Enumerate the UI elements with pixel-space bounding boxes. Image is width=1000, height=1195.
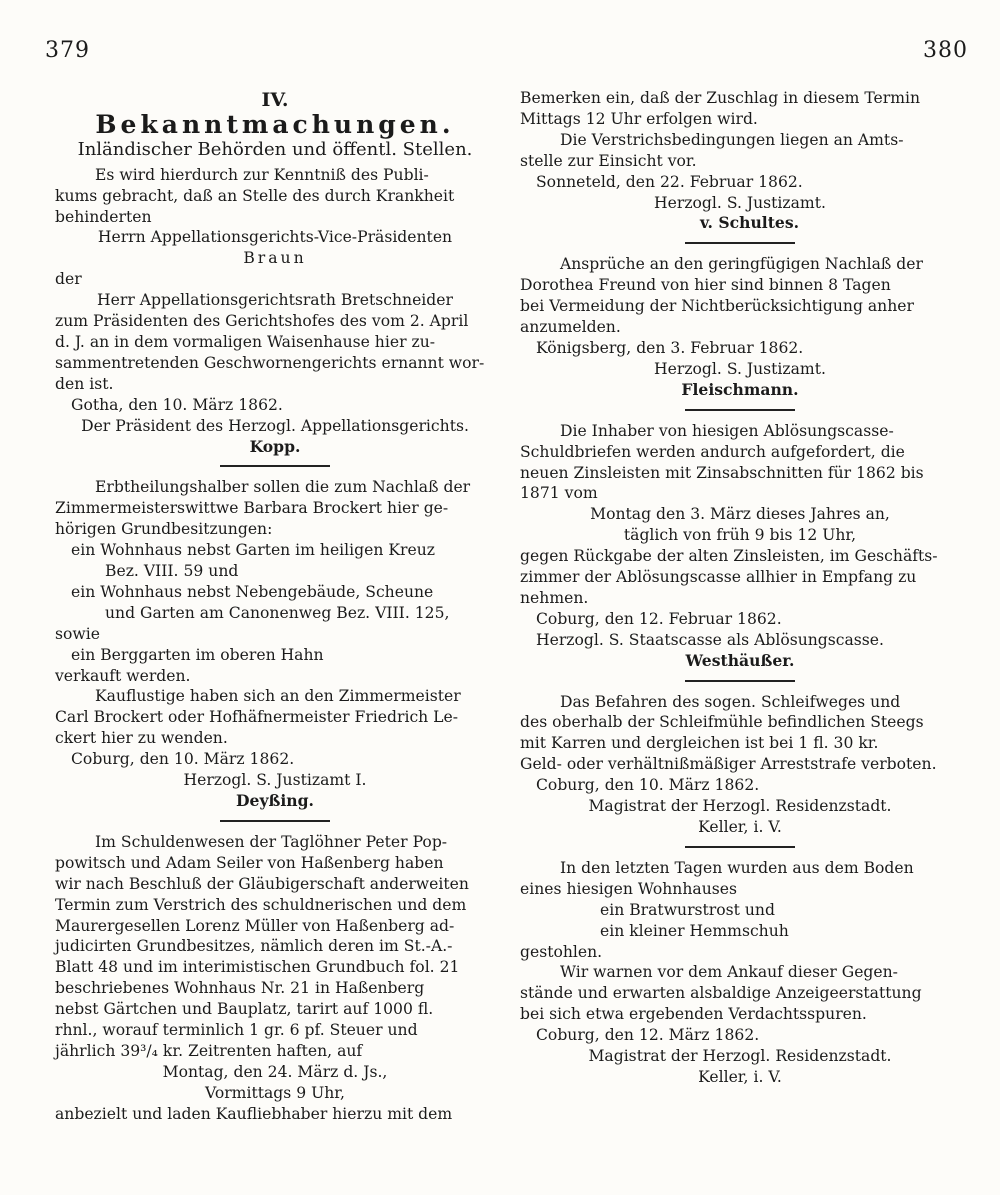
- signature: Keller, i. V.: [698, 1067, 782, 1086]
- place-date: Sonneteld, den 22. Februar 1862.: [536, 172, 803, 191]
- notice-inheritance-sale: [55, 477, 495, 812]
- separator-rule: [685, 680, 795, 682]
- notice-line: Bemerken ein, daß der Zuschlag in diesem Termin: [520, 89, 921, 107]
- notice-line: gegen Rückgabe der alten Zinsleisten, im Geschäfts-: [520, 547, 938, 566]
- notice-line: rhnl., worauf terminlich 1 gr. 6 pf. Steuer und: [55, 1021, 418, 1040]
- notice-line: ein kleiner Hemmschuh: [600, 921, 789, 940]
- separator-rule: [220, 820, 330, 822]
- notice-line: des oberhalb der Schleifmühle befindlichen Steegs: [520, 713, 924, 732]
- notice-line: nebst Gärtchen und Bauplatz, tarirt auf 1000 fl.: [55, 1000, 434, 1019]
- place-date: Gotha, den 10. März 1862.: [71, 395, 283, 414]
- notice-line: Schuldbriefen werden andurch aufgefordert, die: [520, 442, 905, 461]
- notice-line: ckert hier zu wenden.: [55, 729, 228, 748]
- section-number: IV.: [261, 89, 289, 111]
- notice-road-closure: [520, 692, 960, 838]
- notice-line: den ist.: [55, 374, 114, 393]
- separator-rule: [685, 242, 795, 244]
- notice-line: Dorothea Freund von hier sind binnen 8 Tagen: [520, 276, 891, 295]
- notice-line: ein Wohnhaus nebst Garten im heiligen Kreuz: [71, 541, 435, 560]
- notice-line: Carl Brockert oder Hofhäfnermeister Friedrich Le-: [55, 708, 459, 727]
- right-column: [520, 88, 960, 1088]
- notice-line: Vormittags 9 Uhr,: [205, 1083, 345, 1102]
- issuing-authority: Herzogl. S. Justizamt.: [654, 359, 826, 378]
- issuing-authority: Magistrat der Herzogl. Residenzstadt.: [588, 1047, 892, 1066]
- notice-line: Kauflustige haben sich an den Zimmermeister: [95, 687, 461, 706]
- issuing-authority: Herzogl. S. Justizamt.: [654, 193, 826, 212]
- notice-line: sammentretenden Geschwornengerichts ernannt wor-: [55, 353, 485, 372]
- notice-debt-proceedings: [55, 832, 495, 1125]
- notice-line: 1871 vom: [520, 484, 598, 503]
- notice-line: sowie: [55, 624, 100, 643]
- notice-line: neuen Zinsleisten mit Zinsabschnitten für 1862 bis: [520, 463, 924, 482]
- notice-line: Termin zum Verstrich des schuldnerischen und dem: [55, 895, 467, 914]
- notice-line: Es wird hierdurch zur Kenntniß des Publi-: [95, 165, 429, 184]
- notice-line: bei sich etwa ergebenden Verdachtsspuren.: [520, 1005, 867, 1024]
- place-date: Coburg, den 10. März 1862.: [536, 776, 760, 795]
- notice-line: stelle zur Einsicht vor.: [520, 151, 697, 170]
- signature: Deyßing.: [236, 791, 314, 810]
- notice-line: zum Präsidenten des Gerichtshofes des vom 2. April: [55, 312, 469, 331]
- notice-line: ein Bratwurstrost und: [600, 900, 775, 919]
- signature: v. Schultes.: [700, 213, 800, 233]
- signature: Westhäußer.: [685, 650, 795, 670]
- notice-line: Braun: [243, 249, 307, 268]
- notice-line: hörigen Grundbesitzungen:: [55, 520, 273, 539]
- issuing-authority: Herzogl. S. Staatscasse als Ablösungscasse.: [536, 630, 884, 649]
- notice-estate-claims: [520, 254, 960, 400]
- notice-line: Montag, den 24. März d. Js.,: [162, 1062, 388, 1081]
- signature: Fleischmann.: [681, 379, 799, 399]
- place-date: Coburg, den 10. März 1862.: [71, 750, 295, 769]
- notice-line: der: [55, 270, 82, 289]
- place-date: Coburg, den 12. März 1862.: [536, 1026, 760, 1045]
- notice-theft: [520, 858, 960, 1088]
- notice-line: Bez. VIII. 59 und: [105, 562, 239, 581]
- notice-interest-coupons: [520, 421, 960, 672]
- notice-line: täglich von früh 9 bis 12 Uhr,: [623, 526, 857, 545]
- place-date: Coburg, den 12. Februar 1862.: [536, 609, 782, 628]
- issuing-authority: Magistrat der Herzogl. Residenzstadt.: [588, 797, 892, 816]
- notice-line: Erbtheilungshalber sollen die zum Nachlaß der: [95, 478, 471, 497]
- notice-line: anzumelden.: [520, 318, 621, 337]
- notice-line: Das Befahren des sogen. Schleifweges und: [560, 692, 901, 711]
- notice-line: powitsch und Adam Seiler von Haßenberg haben: [55, 853, 444, 872]
- notice-line: bei Vermeidung der Nichtberücksichtigung anher: [520, 297, 914, 316]
- notice-line: und Garten am Canonenweg Bez. VIII. 125,: [105, 603, 450, 622]
- notice-line: Herr Appellationsgerichtsrath Bretschneider: [97, 291, 453, 310]
- notice-line: d. J. an in dem vormaligen Waisenhause hier zu-: [55, 332, 436, 351]
- separator-rule: [685, 846, 795, 848]
- signature: Keller, i. V.: [698, 818, 782, 836]
- signature: Kopp.: [249, 436, 301, 456]
- separator-rule: [220, 465, 330, 467]
- notice-line: zimmer der Ablösungscasse allhier in Empfang zu: [520, 568, 917, 587]
- notice-line: Die Verstrichsbedingungen liegen an Amts-: [560, 130, 904, 149]
- notice-line: judicirten Grundbesitzes, nämlich deren im St.-A.-: [55, 937, 453, 956]
- notice-line: Montag den 3. März dieses Jahres an,: [590, 505, 890, 524]
- notice-line: ein Wohnhaus nebst Nebengebäude, Scheune: [71, 582, 434, 601]
- notice-line: Zimmermeisterswittwe Barbara Brockert hier ge-: [55, 499, 449, 518]
- notice-line: behinderten: [55, 207, 152, 226]
- notice-appointment: [55, 165, 495, 458]
- notice-line: Maurergesellen Lorenz Müller von Haßenberg ad-: [55, 916, 455, 935]
- notice-line: Herrn Appellationsgerichts-Vice-Präsidenten: [97, 228, 453, 247]
- section-heading: Bekanntmachungen.: [95, 109, 455, 139]
- notice-line: kums gebracht, daß an Stelle des durch Krankheit: [55, 186, 455, 205]
- notice-line: ein Berggarten im oberen Hahn: [71, 645, 324, 664]
- notice-line: mit Karren und dergleichen ist bei 1 fl. 30 kr.: [520, 734, 879, 753]
- notice-line: eines hiesigen Wohnhauses: [520, 879, 737, 898]
- left-column: [55, 88, 495, 1125]
- notice-line: wir nach Beschluß der Gläubigerschaft anderweiten: [55, 874, 469, 893]
- notice-line: verkauft werden.: [55, 666, 191, 685]
- notice-line: Geld- oder verhältnißmäßiger Arreststrafe verboten.: [520, 755, 937, 774]
- notice-line: gestohlen.: [520, 942, 603, 961]
- issuing-authority: Herzogl. S. Justizamt I.: [183, 771, 367, 790]
- place-date: Königsberg, den 3. Februar 1862.: [536, 338, 804, 357]
- notice-line: stände und erwarten alsbaldige Anzeigeerstattung: [520, 984, 922, 1003]
- notice-line: Ansprüche an den geringfügigen Nachlaß der: [560, 255, 923, 274]
- separator-rule: [685, 409, 795, 411]
- notice-line: Die Inhaber von hiesigen Ablösungscasse-: [560, 421, 894, 440]
- notice-line: Im Schuldenwesen der Taglöhner Peter Pop-: [95, 832, 448, 851]
- notice-line: anbezielt und laden Kaufliebhaber hierzu mit dem: [55, 1104, 453, 1123]
- notice-line: Blatt 48 und im interimistischen Grundbuch fol. 21: [55, 958, 460, 977]
- issuing-authority: Der Präsident des Herzogl. Appellationsgerichts.: [81, 416, 469, 435]
- notice-debt-proceedings-continued: [520, 88, 960, 234]
- section-subheading: Inländischer Behörden und öffentl. Stellen.: [77, 138, 473, 160]
- notice-line: Wir warnen vor dem Ankauf dieser Gegen-: [560, 963, 898, 982]
- page-number-right: 380: [923, 38, 968, 63]
- notice-line: In den letzten Tagen wurden aus dem Boden: [560, 858, 914, 877]
- notice-line: Mittags 12 Uhr erfolgen wird.: [520, 109, 758, 128]
- notice-line: jährlich 39³/₄ kr. Zeitrenten haften, auf: [55, 1041, 363, 1060]
- page-number-left: 379: [45, 38, 90, 63]
- notice-line: nehmen.: [520, 588, 589, 607]
- notice-line: beschriebenes Wohnhaus Nr. 21 in Haßenberg: [55, 979, 425, 998]
